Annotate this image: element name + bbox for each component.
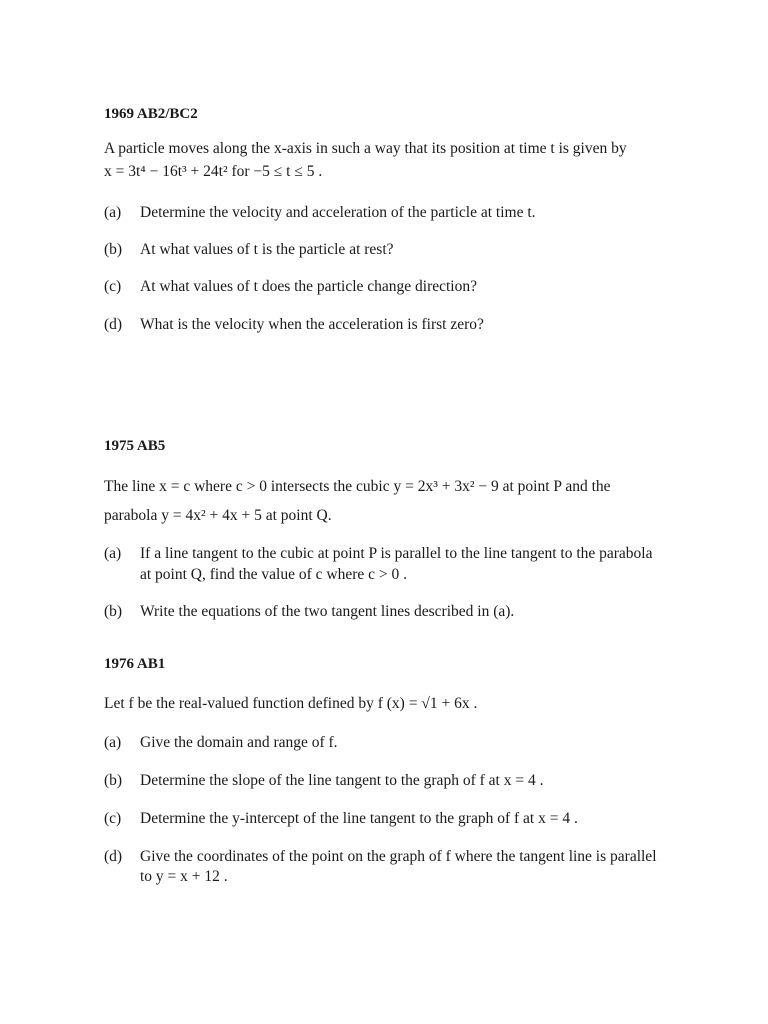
part-label: (b)	[104, 772, 123, 789]
question-part	[104, 545, 652, 563]
part-label: (c)	[104, 278, 122, 295]
part-text: Give the coordinates of the point on the graph of f where the tangent line is parallel	[140, 848, 657, 865]
problem-intro: Let f be the real-valued function defined by f (x) = √1 + 6x .	[104, 695, 478, 712]
part-text-continued: at point Q, find the value of c where c > 0 .	[140, 566, 407, 583]
problem-intro: A particle moves along the x-axis in such a way that its position at time t is given by	[104, 140, 627, 157]
part-label: (a)	[104, 204, 122, 221]
part-label: (c)	[104, 810, 122, 827]
question-part	[104, 278, 477, 296]
part-label: (b)	[104, 241, 123, 258]
problem-heading: 1975 AB5	[104, 438, 166, 454]
part-label: (a)	[104, 545, 122, 562]
question-part	[104, 316, 484, 334]
part-label: (b)	[104, 603, 123, 620]
question-part	[104, 848, 657, 866]
problem-intro-continued: parabola y = 4x² + 4x + 5 at point Q.	[104, 507, 332, 524]
question-part	[104, 603, 514, 621]
part-text-continued: to y = x + 12 .	[140, 868, 228, 885]
question-part	[104, 734, 338, 752]
question-part	[104, 241, 394, 259]
problem-intro: The line x = c where c > 0 intersects the cubic y = 2x³ + 3x² − 9 at point P and the	[104, 478, 611, 495]
part-text: Write the equations of the two tangent lines described in (a).	[140, 603, 515, 620]
part-text: What is the velocity when the acceleration is first zero?	[140, 316, 484, 333]
part-label: (d)	[104, 848, 123, 865]
part-text: Determine the slope of the line tangent to the graph of f at x = 4 .	[140, 772, 544, 789]
part-text: At what values of t does the particle change direction?	[140, 278, 477, 295]
question-part	[104, 772, 543, 790]
part-label: (d)	[104, 316, 123, 333]
part-text: If a line tangent to the cubic at point P is parallel to the line tangent to the parabola	[140, 545, 653, 562]
part-label: (a)	[104, 734, 122, 751]
problem-equation: x = 3t⁴ − 16t³ + 24t² for −5 ≤ t ≤ 5 .	[104, 163, 323, 180]
question-part	[104, 810, 578, 828]
part-text: Determine the y-intercept of the line tangent to the graph of f at x = 4 .	[140, 810, 578, 827]
problem-heading: 1976 AB1	[104, 656, 166, 672]
question-part	[104, 204, 536, 222]
part-text: Give the domain and range of f.	[140, 734, 338, 751]
part-text: At what values of t is the particle at rest?	[140, 241, 394, 258]
problem-heading: 1969 AB2/BC2	[104, 106, 198, 122]
part-text: Determine the velocity and acceleration of the particle at time t.	[140, 204, 536, 221]
